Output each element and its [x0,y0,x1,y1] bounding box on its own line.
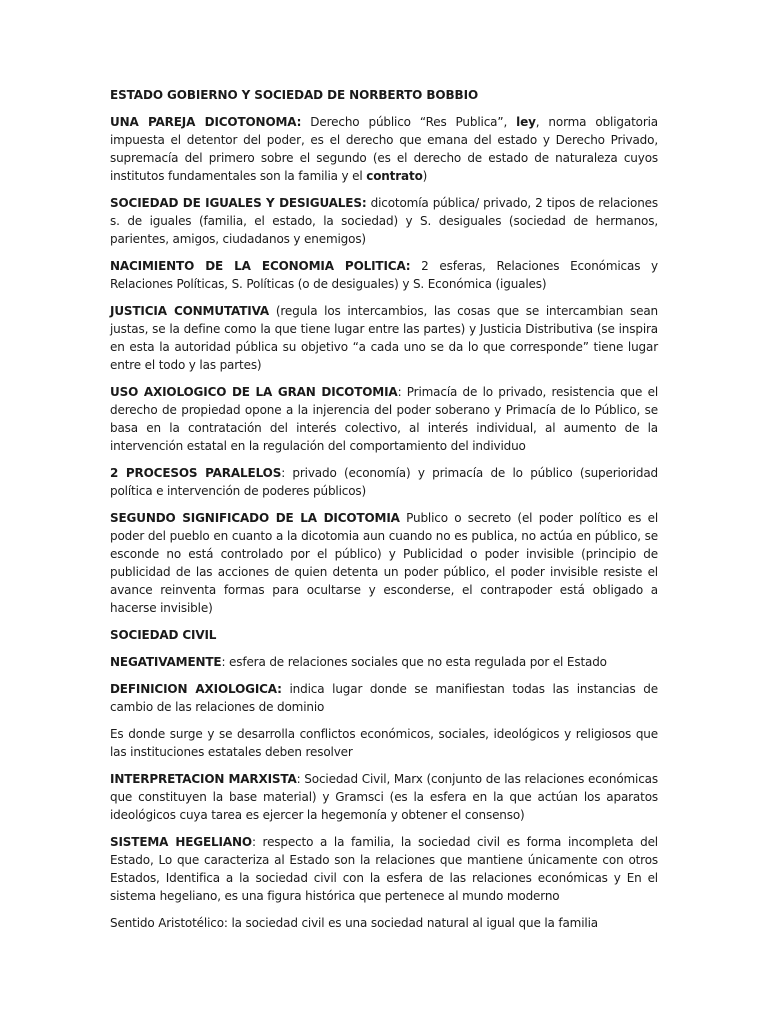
paragraph-sociedad-iguales: SOCIEDAD DE IGUALES Y DESIGUALES: dicotomía pública/ privado, 2 tipos de relaciones s. de iguales (familia, el estado, la sociedad) y S. desiguales (sociedad de hermanos, parientes, amigos, ciudadanos y enemigos) [110,196,658,246]
paragraph-sistema-hegeliano: SISTEMA HEGELIANO: respecto a la familia, la sociedad civil es forma incompleta del Estado, Lo que caracteriza al Estado son la relaciones que mantiene únicamente con otros Estados, Identifica a la sociedad civil con la esfera de las relaciones económicas y En el sistema hegeliano, es una figura histórica que pertenece al mundo moderno [110,835,658,903]
paragraph-definicion-axiologica: DEFINICION AXIOLOGICA: indica lugar donde se manifiestan todas las instancias de cambio de las relaciones de dominio [110,682,658,714]
section-heading-sociedad-civil: SOCIEDAD CIVIL [110,628,217,642]
paragraph-sentido-aristotelico: Sentido Aristotélico: la sociedad civil es una sociedad natural al igual que la familia [110,916,598,930]
paragraph-uso-axiologico: USO AXIOLOGICO DE LA GRAN DICOTOMIA: Primacía de lo privado, resistencia que el derecho de propiedad opone a la injerencia del poder soberano y Primacía de lo Público, se basa en la contratación del interés colectivo, al interés individual, al aumento de la intervención estatal en la regulación del comportamiento del individuo [110,385,659,453]
paragraph-interpretacion-marxista: INTERPRETACION MARXISTA: Sociedad Civil, Marx (conjunto de las relaciones económicas que constituyen la base material) y Gramsci (es la esfera en la que actúan los aparatos ideológicos cuya tarea es ejercer la hegemonía y obtener el consenso) [110,772,658,822]
paragraph-economia-politica: NACIMIENTO DE LA ECONOMIA POLITICA: 2 esferas, Relaciones Económicas y Relaciones Políticas, S. Políticas (o de desiguales) y S. Económica (iguales) [110,259,658,291]
document-body [110,86,658,941]
document-title: ESTADO GOBIERNO Y SOCIEDAD DE NORBERTO BOBBIO [110,88,479,102]
paragraph-negativamente: NEGATIVAMENTE: esfera de relaciones sociales que no esta regulada por el Estado [110,655,607,669]
paragraph-procesos-paralelos: 2 PROCESOS PARALELOS: privado (economía) y primacía de lo público (superioridad política e intervención de poderes públicos) [110,466,658,498]
paragraph-justicia-conmutativa: JUSTICIA CONMUTATIVA (regula los intercambios, las cosas que se intercambian sean justas, se la define como la que tiene lugar entre las partes) y Justicia Distributiva (se inspira en esta la autoridad pública su objetivo “a cada uno se da lo que corresponde” tiene lugar entre el todo y las partes) [110,304,658,372]
paragraph-conflictos: Es donde surge y se desarrolla conflictos económicos, sociales, ideológicos y religiosos que las instituciones estatales deben resolver [110,727,658,759]
paragraph-segundo-significado: SEGUNDO SIGNIFICADO DE LA DICOTOMIA Publico o secreto (el poder político es el poder del pueblo en cuanto a la dicotomia aun cuando no es publica, no actúa en público, se esconde no está controlado por el público) y Publicidad o poder invisible (principio de publicidad de las acciones de quien detenta un poder público, el poder invisible resiste el avance reinventa formas para ocultarse y esconderse, el contrapoder está obligado a hacerse invisible) [110,511,658,615]
paragraph-pareja-dicotonoma: UNA PAREJA DICOTONOMA: Derecho público “Res Publica”, ley, norma obligatoria impuesta el detentor del poder, es el derecho que emana del estado y Derecho Privado, supremacía del primero sobre el segundo (es el derecho de estado de naturaleza cuyos institutos fundamentales son la familia y el contrato) [110,115,658,183]
